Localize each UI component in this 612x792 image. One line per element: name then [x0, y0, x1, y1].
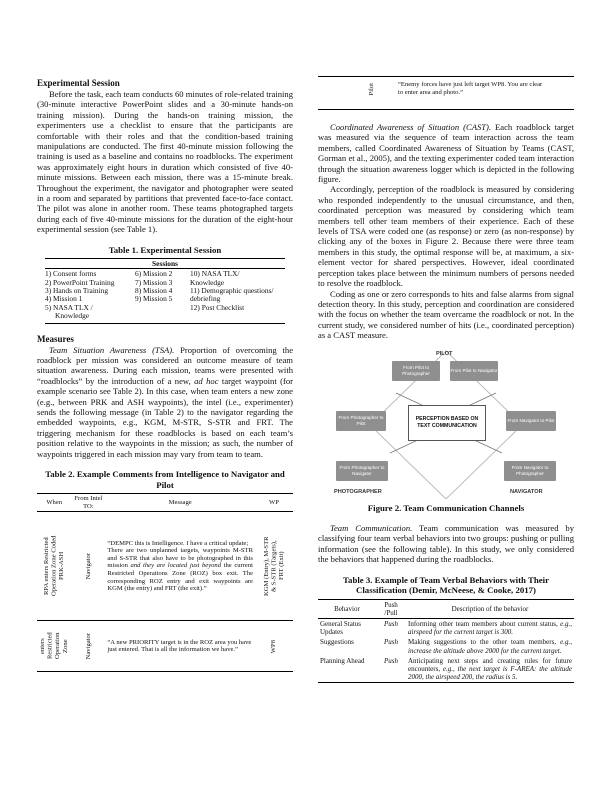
box-pilot-to-navigator: From Pilot to Navigator: [450, 361, 498, 381]
tsa-paragraph: [37, 345, 293, 459]
tsa-body-2: target waypoint (for example scenario see Table 2). In this case, when team enters a new zone (e.g., between PRK and ASH waypoints), the intel (i.e., experimenter) sends the following message (in Table 2) to the navigator regarding the embedded waypoints, e.g., KGM, M-STR, S-STR and FRT. The triggering mechanism for these roadblocks is based on each team’s position relative to the waypoints in the mission; as such, the number of waypoints triggered in each mission may vary from team to team.: [37, 375, 294, 459]
table1-col3: [190, 270, 285, 320]
experimental-session-heading: Experimental Session: [37, 78, 120, 88]
table2-r2-when: enters Restricted Operation Zone: [39, 632, 69, 660]
table2-header-when: When: [37, 494, 71, 512]
box-photographer-to-pilot: From Photographer to Pilot: [336, 411, 386, 431]
table1-caption: Table 1. Experimental Session: [108, 244, 222, 255]
table1-cell: 8) Mission 4: [135, 286, 173, 295]
table2-r2-wp: WP8: [270, 639, 278, 653]
table3-header-behavior: Behavior: [318, 599, 376, 618]
table3-cell: Push: [376, 656, 406, 683]
experimental-session-paragraph: Before the task, each team conducts 60 minutes of role-related training (30-minute interactive PowerPoint slides and a 30-minute hands-on training mission). During the hands-on training mission, the experimenters use a checklist to ensure that the participants are comfortable with their roles and that the condition-based training manipulations are conducted. The first 40-minute mission following the training is used as a baseline and contains no roadblocks. The experiment was approximately eight hours in duration which consisted of five 40-minute missions. Between each mission, there was a 15-minute break. Throughout the experiment, the navigator and photographer were seated in a room and separated by partitions that prevented face-to-face contact. The pilot was alone in another room. These teams photographed targets during each of five 40-minute missions for the duration of the eight-hour experimental session (see Table 1).: [37, 89, 293, 235]
pilot-label: Pilot: [368, 83, 375, 96]
table3-cell: Planning Ahead: [318, 656, 376, 683]
table1: [45, 258, 285, 323]
measures-heading: Measures: [37, 333, 74, 344]
right-column: [318, 122, 574, 683]
box-pilot-to-photographer: From Pilot to Photographer: [392, 361, 440, 381]
table-row: [318, 656, 574, 683]
table1-cell: 7) Mission 3: [135, 277, 173, 287]
table-row: [37, 512, 293, 621]
table2-r1-when: RPA enters Restricted Operation Zone Coded PRK-ASH: [42, 536, 65, 597]
table2-r2-to: Navigator: [84, 633, 92, 660]
table3-cell: Anticipating next steps and creating rules for future encounters, e.g., the next target is F-AREA: the altitude 2000, the airspeed 200, the radius is 5.: [408, 656, 572, 682]
table2-header-message: Message: [105, 494, 255, 512]
figure-label-navigator: NAVIGATOR: [510, 488, 543, 495]
table1-cell: 6) Mission 2: [135, 269, 173, 279]
table1-cell: 4) Mission 1: [45, 294, 83, 304]
table2-r2-message: “A new PRIORITY target is in the ROZ area you have just entered. That is all the information we have.”: [105, 621, 255, 672]
table1-cell: 5) NASA TLX /: [45, 302, 93, 312]
figure2-caption: Figure 2. Team Communication Channels: [367, 502, 525, 513]
coding-paragraph: Coding as one or zero corresponds to hits and false alarms from signal detection theory. In this study, perception and coordination are considered with the focus on whether the team overcame the roadblock or not. In the current study, we considered number of hits (i.e., coordinated perception) as a CAST measure.: [318, 288, 574, 341]
comm-body: Team communication was measured by classifying four team verbal behaviors into two groups: pushing or pulling information (see the following table). In this study, we only considered the behaviors that happened during the roadblocks.: [318, 523, 574, 565]
team-communication-figure: [330, 349, 562, 499]
table2-r1-to: Navigator: [84, 553, 92, 580]
cast-body: Each roadblock target was measured via the sequence of team interaction across the team members, called Coordinated Awareness of Situation by Teams (CAST, Gorman et al., 2005), and the texting experimenter coded team interaction through the situation awareness logger which is depicted in the following figure.: [318, 122, 574, 185]
table-row: [318, 619, 574, 638]
cast-title: Coordinated Awareness of Situation (CAST).: [330, 122, 492, 132]
box-photographer-to-navigator: From Photographer to Navigator: [336, 461, 388, 481]
accordingly-paragraph: Accordingly, perception of the roadblock is measured by considering who responded independently to the unusual circumstance, and then, coordinated perception was measured by considering which team members tell other team members of their experience. Each of these levels of TSA were coded one (as response) or zero (as non-response) by clicking any of the boxes in Figure 2. Because there were three team members in this study, the optimal response will be, at maximum, a six-element vector for shared perspectives. However, ideal coordinated perception takes place between the minimum numbers of persons needed to resolve the roadblock.: [318, 184, 574, 289]
table3: [318, 599, 574, 684]
table2-continuation-row: [318, 76, 574, 110]
box-navigator-to-pilot: From Navigator to Pilot: [506, 411, 556, 431]
table3-cell: Push: [384, 620, 398, 629]
figure-label-pilot: PILOT: [436, 350, 453, 357]
table2-header-wp: WP: [255, 494, 293, 512]
table3-header-push: Push /Pull: [376, 599, 406, 618]
table1-cell: debriefing: [190, 294, 221, 304]
arrow-line: [390, 439, 420, 453]
left-column: [37, 78, 293, 672]
table1-col1: [45, 270, 135, 320]
table3-header-desc: Description of the behavior: [406, 599, 574, 618]
tsa-italic: ad hoc: [194, 375, 219, 386]
table1-cell: Knowledge: [55, 311, 90, 321]
team-communication-paragraph: [318, 523, 574, 565]
table1-cell: 9) Mission 5: [135, 294, 173, 304]
comm-title: Team Communication.: [330, 523, 413, 534]
table-row: [318, 637, 574, 655]
tsa-title: Team Situation Awareness (TSA).: [49, 344, 175, 355]
table1-cell: 1) Consent forms: [45, 269, 97, 279]
table3-cell: Push: [384, 638, 398, 647]
table3-cell: General Status Updates: [320, 620, 362, 637]
table2-r1-message: “DEMPC this is Intelligence. I have a critical update; There are two unplanned targets, waypoints M-STR and S-STR that also have to be photographed in this mission and they are located just beyond the current Restricted Operations Zone (ROZ) box exit. The corresponding ROZ entry and exit waypoints are KGM (the entry) and FRT (the exit).”: [105, 512, 255, 621]
table1-cell: 12) Post Checklist: [190, 302, 245, 312]
arrow-line: [472, 439, 502, 453]
table2-header-from: From Intel TO:: [71, 494, 105, 512]
table1-cell: 11) Demographic questions/: [190, 286, 274, 295]
table3-cell: Making suggestions to the other team members, e.g., increase the altitude above 2000 for the current target.: [408, 638, 572, 655]
figure-center-box: PERCEPTION BASED ON TEXT COMMUNICATION: [408, 405, 486, 441]
tsa-body: Proportion of overcoming the roadblock per mission was considered an outcome measure of team situation awareness. During each mission, teams were presented with “roadblocks” by the introduction of a new,: [37, 344, 294, 386]
box-navigator-to-photographer: From Navigator to Photographer: [504, 461, 556, 481]
figure-label-photographer: PHOTOGRAPHER: [334, 488, 382, 495]
cast-paragraph: [318, 122, 574, 184]
table1-col2: [135, 270, 190, 320]
table1-cell: 2) PowerPoint Training: [45, 277, 115, 287]
table3-caption: Table 3. Example of Team Verbal Behaviors with Their Classification (Demir, McNeese, & Cooke, 2017): [342, 574, 550, 596]
table1-cell: 10) NASA TLX/: [190, 269, 240, 279]
table2-r1-wp: KGM (Entry), M-STR & S-STR (Targets), FRT (Exit): [262, 536, 285, 597]
table1-cell: Knowledge: [190, 277, 225, 287]
table2: [37, 493, 293, 672]
table3-cell: Informing other team members about current status, e.g., airspeed for the current target is 300.: [408, 620, 572, 637]
table-row: [37, 621, 293, 672]
table2-caption: Table 2. Example Comments from Intelligence to Navigator and Pilot: [45, 469, 285, 490]
table1-cell: 3) Hands on Training: [45, 286, 109, 295]
table3-cell: Suggestions: [320, 638, 354, 647]
pilot-message: “Enemy forces have just left target WP8. You are clear to enter area and photo.”: [398, 81, 543, 96]
table1-header: Sessions: [45, 258, 285, 269]
